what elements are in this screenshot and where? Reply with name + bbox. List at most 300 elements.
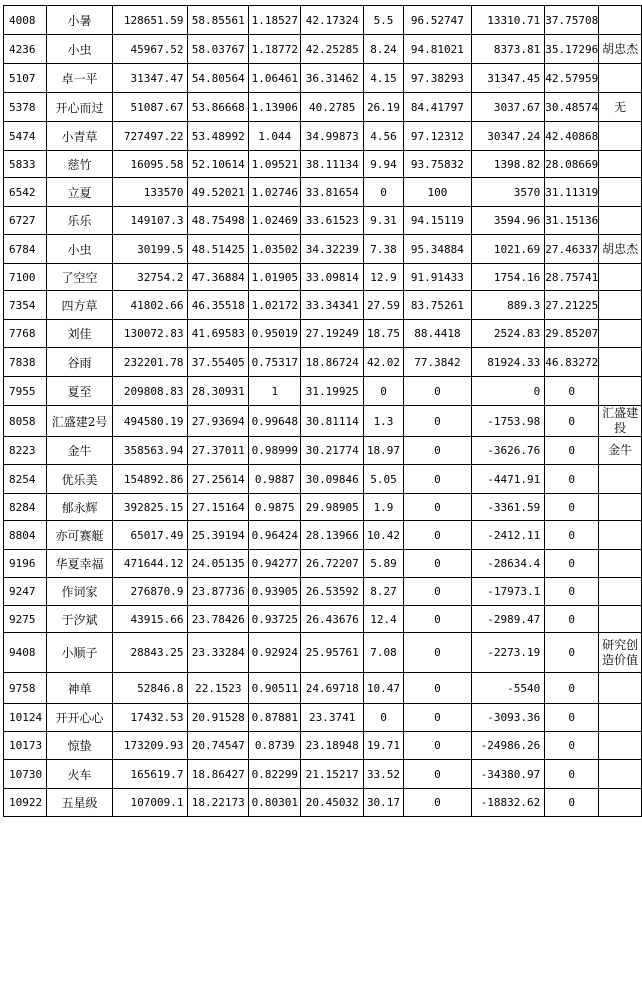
value-8-cell: 35.17296 (545, 35, 599, 64)
value-3-cell: 1.02746 (249, 178, 301, 207)
value-7-cell: -3093.36 (471, 704, 544, 732)
value-5-cell: 42.02 (364, 348, 404, 377)
amount-cell: 30199.5 (113, 235, 188, 264)
member-id-cell: 10124 (4, 704, 47, 732)
value-2-cell: 46.35518 (188, 291, 249, 320)
value-8-cell: 0 (545, 673, 599, 704)
member-name-cell: 亦可赛艇 (46, 521, 112, 550)
value-4-cell: 36.31462 (301, 64, 364, 93)
member-name-cell: 小顺子 (46, 633, 112, 673)
value-5-cell: 18.75 (364, 320, 404, 348)
member-name-cell: 汇盛建2号 (46, 406, 112, 437)
table-row (4, 178, 642, 207)
value-3-cell: 1.13906 (249, 93, 301, 122)
value-2-cell: 23.78426 (188, 606, 249, 633)
value-5-cell: 27.59 (364, 291, 404, 320)
value-2-cell: 27.37011 (188, 437, 249, 465)
table-row (4, 207, 642, 235)
value-4-cell: 40.2785 (301, 93, 364, 122)
value-2-cell: 27.15164 (188, 494, 249, 521)
value-6-cell: 77.3842 (403, 348, 471, 377)
member-id-cell: 8058 (4, 406, 47, 437)
value-7-cell: 1754.16 (471, 264, 544, 291)
value-7-cell: 3570 (471, 178, 544, 207)
value-3-cell: 1.18772 (249, 35, 301, 64)
member-name-cell: 郁永辉 (46, 494, 112, 521)
value-2-cell: 24.05135 (188, 550, 249, 578)
value-8-cell: 46.83272 (545, 348, 599, 377)
value-6-cell: 0 (403, 406, 471, 437)
value-3-cell: 0.96424 (249, 521, 301, 550)
value-6-cell: 95.34884 (403, 235, 471, 264)
amount-cell: 727497.22 (113, 122, 188, 151)
member-id-cell: 10173 (4, 732, 47, 760)
value-2-cell: 22.1523 (188, 673, 249, 704)
value-6-cell: 94.15119 (403, 207, 471, 235)
amount-cell: 16095.58 (113, 151, 188, 178)
value-4-cell: 33.09814 (301, 264, 364, 291)
amount-cell: 173209.93 (113, 732, 188, 760)
value-6-cell: 93.75832 (403, 151, 471, 178)
member-id-cell: 9758 (4, 673, 47, 704)
value-8-cell: 31.11319 (545, 178, 599, 207)
table-row (4, 35, 642, 64)
value-3-cell: 0.93725 (249, 606, 301, 633)
table-row (4, 264, 642, 291)
amount-cell: 149107.3 (113, 207, 188, 235)
value-2-cell: 49.52021 (188, 178, 249, 207)
remark-cell (599, 673, 642, 704)
value-4-cell: 34.99873 (301, 122, 364, 151)
value-3-cell: 1 (249, 377, 301, 406)
value-5-cell: 5.89 (364, 550, 404, 578)
member-id-cell: 5833 (4, 151, 47, 178)
value-7-cell: -2989.47 (471, 606, 544, 633)
member-name-cell: 小暑 (46, 6, 112, 35)
remark-cell (599, 348, 642, 377)
amount-cell: 133570 (113, 178, 188, 207)
value-2-cell: 53.86668 (188, 93, 249, 122)
member-id-cell: 6784 (4, 235, 47, 264)
remark-cell: 胡忠杰 (599, 35, 642, 64)
remark-cell (599, 264, 642, 291)
member-name-cell: 于汐斌 (46, 606, 112, 633)
value-4-cell: 24.69718 (301, 673, 364, 704)
member-id-cell: 10730 (4, 760, 47, 789)
member-name-cell: 华夏幸福 (46, 550, 112, 578)
table-row (4, 789, 642, 817)
value-7-cell: -3626.76 (471, 437, 544, 465)
value-5-cell: 33.52 (364, 760, 404, 789)
value-6-cell: 0 (403, 633, 471, 673)
member-name-cell: 金牛 (46, 437, 112, 465)
remark-cell (599, 320, 642, 348)
amount-cell: 392825.15 (113, 494, 188, 521)
value-2-cell: 47.36884 (188, 264, 249, 291)
value-4-cell: 33.81654 (301, 178, 364, 207)
value-4-cell: 42.17324 (301, 6, 364, 35)
value-7-cell: -28634.4 (471, 550, 544, 578)
value-6-cell: 94.81021 (403, 35, 471, 64)
value-6-cell: 0 (403, 704, 471, 732)
amount-cell: 128651.59 (113, 6, 188, 35)
value-7-cell: 13310.71 (471, 6, 544, 35)
table-row (4, 437, 642, 465)
value-5-cell: 18.97 (364, 437, 404, 465)
value-7-cell: -1753.98 (471, 406, 544, 437)
value-4-cell: 27.19249 (301, 320, 364, 348)
value-7-cell: -3361.59 (471, 494, 544, 521)
value-3-cell: 0.8739 (249, 732, 301, 760)
member-name-cell: 卓一平 (46, 64, 112, 93)
amount-cell: 494580.19 (113, 406, 188, 437)
member-name-cell: 火车 (46, 760, 112, 789)
amount-cell: 165619.7 (113, 760, 188, 789)
value-6-cell: 0 (403, 465, 471, 494)
table-body (4, 6, 642, 817)
table-row (4, 348, 642, 377)
member-id-cell: 6727 (4, 207, 47, 235)
member-id-cell: 7955 (4, 377, 47, 406)
value-2-cell: 58.03767 (188, 35, 249, 64)
remark-cell (599, 606, 642, 633)
value-4-cell: 33.61523 (301, 207, 364, 235)
member-name-cell: 刘佳 (46, 320, 112, 348)
table-row (4, 732, 642, 760)
value-7-cell: 2524.83 (471, 320, 544, 348)
table-row (4, 93, 642, 122)
member-name-cell: 作词家 (46, 578, 112, 606)
value-4-cell: 34.32239 (301, 235, 364, 264)
remark-cell (599, 789, 642, 817)
value-5-cell: 9.94 (364, 151, 404, 178)
value-5-cell: 1.9 (364, 494, 404, 521)
value-8-cell: 0 (545, 633, 599, 673)
value-8-cell: 0 (545, 406, 599, 437)
value-2-cell: 23.87736 (188, 578, 249, 606)
value-3-cell: 0.90511 (249, 673, 301, 704)
remark-cell (599, 760, 642, 789)
table-row (4, 377, 642, 406)
amount-cell: 45967.52 (113, 35, 188, 64)
value-4-cell: 30.09846 (301, 465, 364, 494)
value-3-cell: 1.03502 (249, 235, 301, 264)
member-id-cell: 6542 (4, 178, 47, 207)
member-id-cell: 5107 (4, 64, 47, 93)
value-8-cell: 0 (545, 704, 599, 732)
value-2-cell: 58.85561 (188, 6, 249, 35)
value-6-cell: 97.38293 (403, 64, 471, 93)
value-8-cell: 0 (545, 606, 599, 633)
value-8-cell: 0 (545, 732, 599, 760)
member-id-cell: 8223 (4, 437, 47, 465)
table-row (4, 760, 642, 789)
value-7-cell: 1398.82 (471, 151, 544, 178)
value-6-cell: 96.52747 (403, 6, 471, 35)
value-4-cell: 30.81114 (301, 406, 364, 437)
value-7-cell: -2412.11 (471, 521, 544, 550)
member-id-cell: 8284 (4, 494, 47, 521)
remark-cell (599, 291, 642, 320)
table-row (4, 6, 642, 35)
value-5-cell: 7.08 (364, 633, 404, 673)
member-name-cell: 优乐美 (46, 465, 112, 494)
value-2-cell: 54.80564 (188, 64, 249, 93)
member-id-cell: 7838 (4, 348, 47, 377)
remark-cell (599, 521, 642, 550)
value-3-cell: 0.9887 (249, 465, 301, 494)
value-8-cell: 37.75708 (545, 6, 599, 35)
value-2-cell: 48.75498 (188, 207, 249, 235)
member-name-cell: 了空空 (46, 264, 112, 291)
value-7-cell: -5540 (471, 673, 544, 704)
member-name-cell: 小虫 (46, 235, 112, 264)
value-7-cell: 8373.81 (471, 35, 544, 64)
amount-cell: 43915.66 (113, 606, 188, 633)
amount-cell: 471644.12 (113, 550, 188, 578)
value-3-cell: 0.9875 (249, 494, 301, 521)
value-6-cell: 0 (403, 789, 471, 817)
member-name-cell: 开开心心 (46, 704, 112, 732)
value-5-cell: 30.17 (364, 789, 404, 817)
value-3-cell: 1.02469 (249, 207, 301, 235)
value-5-cell: 0 (364, 377, 404, 406)
value-4-cell: 26.53592 (301, 578, 364, 606)
value-3-cell: 1.09521 (249, 151, 301, 178)
value-5-cell: 19.71 (364, 732, 404, 760)
value-7-cell: -17973.1 (471, 578, 544, 606)
member-name-cell: 谷雨 (46, 348, 112, 377)
member-id-cell: 9247 (4, 578, 47, 606)
value-2-cell: 20.91528 (188, 704, 249, 732)
value-3-cell: 0.94277 (249, 550, 301, 578)
value-5-cell: 4.56 (364, 122, 404, 151)
value-7-cell: -24986.26 (471, 732, 544, 760)
value-8-cell: 0 (545, 437, 599, 465)
remark-cell: 金牛 (599, 437, 642, 465)
amount-cell: 65017.49 (113, 521, 188, 550)
table-row (4, 122, 642, 151)
value-7-cell: -34380.97 (471, 760, 544, 789)
amount-cell: 358563.94 (113, 437, 188, 465)
value-4-cell: 28.13966 (301, 521, 364, 550)
value-8-cell: 31.15136 (545, 207, 599, 235)
value-4-cell: 26.43676 (301, 606, 364, 633)
remark-cell: 无 (599, 93, 642, 122)
value-6-cell: 83.75261 (403, 291, 471, 320)
value-8-cell: 0 (545, 789, 599, 817)
member-id-cell: 4236 (4, 35, 47, 64)
member-id-cell: 7768 (4, 320, 47, 348)
amount-cell: 232201.78 (113, 348, 188, 377)
member-name-cell: 开心而过 (46, 93, 112, 122)
remark-cell (599, 550, 642, 578)
value-2-cell: 53.48992 (188, 122, 249, 151)
value-2-cell: 48.51425 (188, 235, 249, 264)
value-6-cell: 0 (403, 578, 471, 606)
remark-cell (599, 578, 642, 606)
value-2-cell: 37.55405 (188, 348, 249, 377)
member-id-cell: 8804 (4, 521, 47, 550)
value-8-cell: 0 (545, 521, 599, 550)
table-row (4, 704, 642, 732)
value-6-cell: 97.12312 (403, 122, 471, 151)
member-name-cell: 夏至 (46, 377, 112, 406)
table-row (4, 673, 642, 704)
value-7-cell: 81924.33 (471, 348, 544, 377)
value-7-cell: 0 (471, 377, 544, 406)
value-4-cell: 31.19925 (301, 377, 364, 406)
amount-cell: 107009.1 (113, 789, 188, 817)
value-7-cell: 31347.45 (471, 64, 544, 93)
value-2-cell: 23.33284 (188, 633, 249, 673)
value-8-cell: 0 (545, 377, 599, 406)
member-name-cell: 慈竹 (46, 151, 112, 178)
table-row (4, 64, 642, 93)
value-7-cell: -2273.19 (471, 633, 544, 673)
value-4-cell: 25.95761 (301, 633, 364, 673)
remark-cell (599, 377, 642, 406)
amount-cell: 32754.2 (113, 264, 188, 291)
value-8-cell: 30.48574 (545, 93, 599, 122)
amount-cell: 52846.8 (113, 673, 188, 704)
remark-cell (599, 704, 642, 732)
member-name-cell: 五星级 (46, 789, 112, 817)
value-5-cell: 10.47 (364, 673, 404, 704)
value-8-cell: 28.75741 (545, 264, 599, 291)
value-4-cell: 21.15217 (301, 760, 364, 789)
value-2-cell: 27.93694 (188, 406, 249, 437)
value-6-cell: 0 (403, 606, 471, 633)
value-5-cell: 7.38 (364, 235, 404, 264)
remark-cell (599, 178, 642, 207)
amount-cell: 31347.47 (113, 64, 188, 93)
value-2-cell: 28.30931 (188, 377, 249, 406)
value-3-cell: 0.75317 (249, 348, 301, 377)
value-3-cell: 0.99648 (249, 406, 301, 437)
value-8-cell: 42.57959 (545, 64, 599, 93)
member-id-cell: 5378 (4, 93, 47, 122)
member-name-cell: 惊蛰 (46, 732, 112, 760)
value-8-cell: 0 (545, 578, 599, 606)
value-6-cell: 0 (403, 494, 471, 521)
value-3-cell: 0.82299 (249, 760, 301, 789)
value-8-cell: 27.21225 (545, 291, 599, 320)
remark-cell: 研究创造价值 (599, 633, 642, 673)
value-3-cell: 1.044 (249, 122, 301, 151)
value-5-cell: 0 (364, 178, 404, 207)
member-name-cell: 四方草 (46, 291, 112, 320)
value-6-cell: 0 (403, 673, 471, 704)
value-7-cell: 3594.96 (471, 207, 544, 235)
table-row (4, 320, 642, 348)
value-5-cell: 5.5 (364, 6, 404, 35)
value-3-cell: 0.98999 (249, 437, 301, 465)
value-5-cell: 4.15 (364, 64, 404, 93)
remark-cell (599, 494, 642, 521)
table-row (4, 578, 642, 606)
remark-cell (599, 122, 642, 151)
amount-cell: 276870.9 (113, 578, 188, 606)
table-row (4, 633, 642, 673)
value-4-cell: 20.45032 (301, 789, 364, 817)
value-5-cell: 26.19 (364, 93, 404, 122)
amount-cell: 154892.86 (113, 465, 188, 494)
member-name-cell: 乐乐 (46, 207, 112, 235)
table-row (4, 151, 642, 178)
value-6-cell: 100 (403, 178, 471, 207)
value-5-cell: 8.27 (364, 578, 404, 606)
value-6-cell: 0 (403, 437, 471, 465)
value-8-cell: 0 (545, 550, 599, 578)
member-id-cell: 5474 (4, 122, 47, 151)
member-id-cell: 7100 (4, 264, 47, 291)
value-6-cell: 0 (403, 732, 471, 760)
value-7-cell: 889.3 (471, 291, 544, 320)
table-row (4, 406, 642, 437)
value-8-cell: 28.08669 (545, 151, 599, 178)
value-4-cell: 23.18948 (301, 732, 364, 760)
table-row (4, 521, 642, 550)
value-6-cell: 0 (403, 760, 471, 789)
member-id-cell: 8254 (4, 465, 47, 494)
value-4-cell: 33.34341 (301, 291, 364, 320)
value-4-cell: 18.86724 (301, 348, 364, 377)
table-row (4, 291, 642, 320)
value-5-cell: 0 (364, 704, 404, 732)
value-6-cell: 0 (403, 521, 471, 550)
remark-cell (599, 732, 642, 760)
value-3-cell: 0.92924 (249, 633, 301, 673)
value-2-cell: 41.69583 (188, 320, 249, 348)
amount-cell: 41802.66 (113, 291, 188, 320)
value-4-cell: 38.11134 (301, 151, 364, 178)
amount-cell: 17432.53 (113, 704, 188, 732)
value-7-cell: -4471.91 (471, 465, 544, 494)
value-3-cell: 0.95019 (249, 320, 301, 348)
value-2-cell: 27.25614 (188, 465, 249, 494)
member-id-cell: 9275 (4, 606, 47, 633)
value-8-cell: 0 (545, 465, 599, 494)
amount-cell: 51087.67 (113, 93, 188, 122)
value-5-cell: 12.9 (364, 264, 404, 291)
value-4-cell: 30.21774 (301, 437, 364, 465)
value-5-cell: 5.05 (364, 465, 404, 494)
value-5-cell: 12.4 (364, 606, 404, 633)
table-row (4, 494, 642, 521)
member-name-cell: 神单 (46, 673, 112, 704)
value-6-cell: 0 (403, 550, 471, 578)
value-7-cell: -18832.62 (471, 789, 544, 817)
table-row (4, 235, 642, 264)
value-7-cell: 3037.67 (471, 93, 544, 122)
value-8-cell: 29.85207 (545, 320, 599, 348)
member-name-cell: 小青草 (46, 122, 112, 151)
value-6-cell: 88.4418 (403, 320, 471, 348)
value-5-cell: 1.3 (364, 406, 404, 437)
remark-cell: 胡忠杰 (599, 235, 642, 264)
amount-cell: 130072.83 (113, 320, 188, 348)
value-8-cell: 0 (545, 494, 599, 521)
value-6-cell: 0 (403, 377, 471, 406)
value-4-cell: 29.98905 (301, 494, 364, 521)
remark-cell (599, 6, 642, 35)
remark-cell (599, 465, 642, 494)
value-3-cell: 1.02172 (249, 291, 301, 320)
value-3-cell: 0.87881 (249, 704, 301, 732)
value-2-cell: 20.74547 (188, 732, 249, 760)
value-3-cell: 0.80301 (249, 789, 301, 817)
